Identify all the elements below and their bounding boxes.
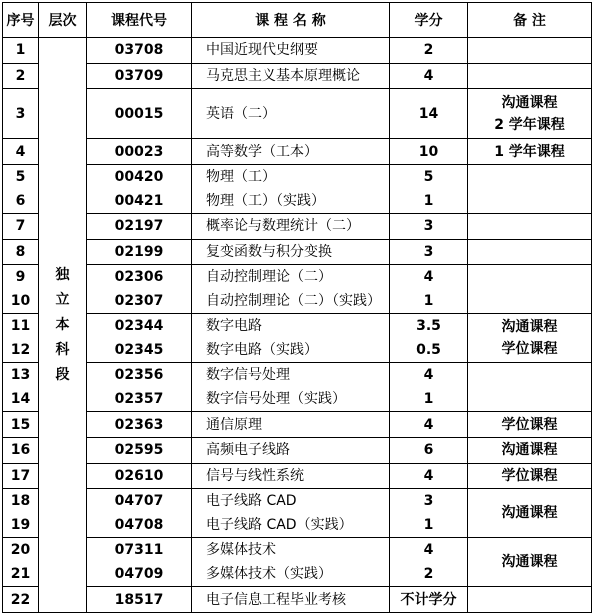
table-row [3, 363, 592, 412]
cell-code [87, 489, 192, 538]
name-value: 数字电路（实践） [206, 342, 318, 359]
credit-value: 4 [423, 67, 434, 84]
table-row [3, 314, 592, 363]
table-row [3, 213, 592, 239]
course-table [2, 2, 592, 613]
cell-note [468, 363, 592, 412]
cell-credit [390, 164, 468, 213]
cell-seq [3, 412, 39, 438]
table-row [3, 538, 592, 587]
cell-name [192, 314, 390, 363]
cell-code [87, 139, 192, 165]
credit-value: 4 [423, 542, 434, 559]
cell-seq [3, 265, 39, 314]
cell-credit [390, 538, 468, 587]
cell-note [468, 213, 592, 239]
table-row [3, 463, 592, 489]
credit-value: 1 [423, 391, 434, 408]
cell-credit [390, 587, 468, 613]
credit-value: 3 [423, 218, 434, 235]
seq-value: 13 [10, 367, 31, 384]
cell-code [87, 463, 192, 489]
seq-value: 10 [10, 293, 31, 310]
cell-credit [390, 89, 468, 139]
code-value: 04707 [114, 493, 164, 510]
level-char: 立 [55, 292, 70, 308]
name-value: 中国近现代史纲要 [206, 42, 318, 59]
code-value: 00420 [114, 168, 164, 185]
cell-seq [3, 489, 39, 538]
credit-value: 1 [423, 293, 434, 310]
seq-value: 7 [15, 218, 26, 235]
level-char: 独 [55, 267, 70, 283]
credit-value: 2 [423, 42, 434, 59]
cell-seq [3, 38, 39, 64]
cell-note [468, 139, 592, 165]
cell-name [192, 265, 390, 314]
cell-credit [390, 38, 468, 64]
cell-level [39, 38, 87, 613]
name-value: 自动控制理论（二） [206, 269, 332, 286]
code-value: 00421 [114, 192, 164, 209]
header-row [3, 3, 592, 38]
seq-value: 8 [15, 243, 26, 260]
cell-name [192, 38, 390, 64]
header-credit: 学分 [390, 3, 468, 38]
table-row [3, 38, 592, 64]
name-value: 多媒体技术（实践） [206, 566, 332, 583]
level-char: 本 [55, 317, 70, 333]
code-value: 03709 [114, 67, 164, 84]
name-value: 英语（二） [206, 105, 276, 122]
cell-note [468, 412, 592, 438]
name-value: 物理（工） [206, 168, 276, 185]
cell-name [192, 538, 390, 587]
header-name: 课 程 名 称 [192, 3, 390, 38]
cell-note [468, 38, 592, 64]
cell-code [87, 164, 192, 213]
credit-value: 4 [423, 269, 434, 286]
table-row [3, 63, 592, 89]
credit-value: 2 [423, 566, 434, 583]
code-value: 00015 [114, 105, 164, 122]
seq-value: 11 [10, 318, 31, 335]
cell-note [468, 463, 592, 489]
cell-name [192, 438, 390, 464]
name-value: 高频电子线路 [206, 442, 290, 459]
cell-name [192, 587, 390, 613]
note-value: 沟通课程 [501, 94, 558, 111]
note-value: 学位课程 [501, 416, 558, 433]
credit-value: 14 [418, 105, 439, 122]
credit-value: 4 [423, 467, 434, 484]
seq-value: 4 [15, 143, 26, 160]
cell-note [468, 239, 592, 265]
name-value: 电子信息工程毕业考核 [206, 591, 346, 608]
code-value: 02357 [114, 391, 164, 408]
cell-code [87, 314, 192, 363]
credit-value: 10 [418, 143, 439, 160]
cell-note [468, 438, 592, 464]
cell-name [192, 463, 390, 489]
name-value: 物理（工）（实践） [206, 192, 325, 209]
cell-credit [390, 139, 468, 165]
code-value: 02197 [114, 218, 164, 235]
cell-credit [390, 314, 468, 363]
cell-code [87, 538, 192, 587]
credit-value: 3.5 [416, 318, 441, 335]
table-row [3, 139, 592, 165]
cell-code [87, 213, 192, 239]
cell-code [87, 63, 192, 89]
seq-value: 20 [10, 542, 31, 559]
cell-credit [390, 489, 468, 538]
code-value: 02356 [114, 367, 164, 384]
cell-note [468, 489, 592, 538]
note-value: 沟通课程 [501, 442, 558, 459]
name-value: 数字信号处理 [206, 367, 290, 384]
seq-value: 22 [10, 591, 31, 608]
cell-note [468, 89, 592, 139]
cell-seq [3, 538, 39, 587]
cell-credit [390, 438, 468, 464]
note-value: 沟通课程 [501, 505, 558, 522]
cell-note [468, 265, 592, 314]
credit-value: 0.5 [416, 342, 441, 359]
cell-note [468, 164, 592, 213]
seq-value: 5 [15, 168, 26, 185]
cell-credit [390, 463, 468, 489]
cell-seq [3, 363, 39, 412]
name-value: 电子线路 CAD [206, 493, 297, 510]
cell-code [87, 38, 192, 64]
code-value: 02363 [114, 416, 164, 433]
cell-seq [3, 164, 39, 213]
seq-value: 21 [10, 566, 31, 583]
note-value: 沟通课程 [501, 554, 558, 571]
name-value: 概率论与数理统计（二） [206, 218, 360, 235]
name-value: 马克思主义基本原理概论 [206, 67, 360, 84]
cell-seq [3, 239, 39, 265]
code-value: 18517 [114, 591, 164, 608]
name-value: 数字信号处理（实践） [206, 391, 346, 408]
level-char: 科 [55, 342, 70, 358]
name-value: 多媒体技术 [206, 542, 276, 559]
seq-value: 17 [10, 467, 31, 484]
credit-value: 3 [423, 493, 434, 510]
level-char: 段 [55, 367, 70, 383]
code-value: 02307 [114, 293, 164, 310]
table-row [3, 239, 592, 265]
name-value: 复变函数与积分变换 [206, 243, 332, 260]
cell-name [192, 213, 390, 239]
seq-value: 1 [15, 42, 26, 59]
name-value: 通信原理 [206, 416, 262, 433]
table-row [3, 438, 592, 464]
credit-value: 1 [423, 517, 434, 534]
name-value: 高等数学（工本） [206, 143, 318, 160]
cell-code [87, 265, 192, 314]
name-value: 数字电路 [206, 318, 262, 335]
cell-credit [390, 265, 468, 314]
code-value: 02595 [114, 442, 164, 459]
seq-value: 12 [10, 342, 31, 359]
header-level: 层次 [39, 3, 87, 38]
credit-value: 6 [423, 442, 434, 459]
cell-note [468, 314, 592, 363]
cell-credit [390, 63, 468, 89]
table-row [3, 164, 592, 213]
code-value: 02344 [114, 318, 164, 335]
course-table-container [2, 2, 591, 613]
seq-value: 16 [10, 442, 31, 459]
seq-value: 6 [15, 192, 26, 209]
note-value: 学位课程 [501, 467, 558, 484]
cell-credit [390, 239, 468, 265]
seq-value: 9 [15, 269, 26, 286]
cell-name [192, 363, 390, 412]
header-code: 课程代号 [87, 3, 192, 38]
cell-seq [3, 463, 39, 489]
credit-value: 3 [423, 243, 434, 260]
code-value: 00023 [114, 143, 164, 160]
table-row [3, 265, 592, 314]
name-value: 信号与线性系统 [206, 467, 304, 484]
credit-value: 4 [423, 416, 434, 433]
cell-seq [3, 89, 39, 139]
seq-value: 15 [10, 416, 31, 433]
name-value: 电子线路 CAD（实践） [206, 517, 353, 534]
cell-code [87, 438, 192, 464]
cell-name [192, 412, 390, 438]
cell-name [192, 489, 390, 538]
table-row [3, 89, 592, 139]
header-note: 备 注 [468, 3, 592, 38]
seq-value: 2 [15, 67, 26, 84]
cell-seq [3, 314, 39, 363]
table-row [3, 489, 592, 538]
cell-seq [3, 139, 39, 165]
table-row [3, 587, 592, 613]
cell-credit [390, 363, 468, 412]
cell-code [87, 587, 192, 613]
code-value: 07311 [114, 542, 164, 559]
credit-value: 1 [423, 192, 434, 209]
cell-credit [390, 412, 468, 438]
seq-value: 19 [10, 517, 31, 534]
seq-value: 3 [15, 105, 26, 122]
seq-value: 14 [10, 391, 31, 408]
cell-name [192, 239, 390, 265]
cell-note [468, 587, 592, 613]
table-row [3, 412, 592, 438]
credit-value: 不计学分 [400, 591, 457, 608]
credit-value: 4 [423, 367, 434, 384]
cell-note [468, 538, 592, 587]
cell-code [87, 239, 192, 265]
header-seq: 序号 [3, 3, 39, 38]
code-value: 04709 [114, 566, 164, 583]
cell-name [192, 63, 390, 89]
cell-name [192, 139, 390, 165]
cell-code [87, 89, 192, 139]
note-value: 1 学年课程 [494, 143, 565, 160]
note-value: 学位课程 [501, 341, 558, 358]
seq-value: 18 [10, 493, 31, 510]
cell-name [192, 89, 390, 139]
cell-seq [3, 587, 39, 613]
code-value: 02610 [114, 467, 164, 484]
name-value: 自动控制理论（二）（实践） [206, 293, 381, 310]
cell-seq [3, 438, 39, 464]
cell-seq [3, 213, 39, 239]
table-body [3, 38, 592, 613]
note-value: 沟通课程 [501, 319, 558, 336]
cell-note [468, 63, 592, 89]
code-value: 03708 [114, 42, 164, 59]
code-value: 02345 [114, 342, 164, 359]
credit-value: 5 [423, 168, 434, 185]
cell-code [87, 363, 192, 412]
cell-name [192, 164, 390, 213]
code-value: 02306 [114, 269, 164, 286]
code-value: 04708 [114, 517, 164, 534]
cell-seq [3, 63, 39, 89]
code-value: 02199 [114, 243, 164, 260]
cell-code [87, 412, 192, 438]
note-value: 2 学年课程 [494, 116, 565, 133]
cell-credit [390, 213, 468, 239]
